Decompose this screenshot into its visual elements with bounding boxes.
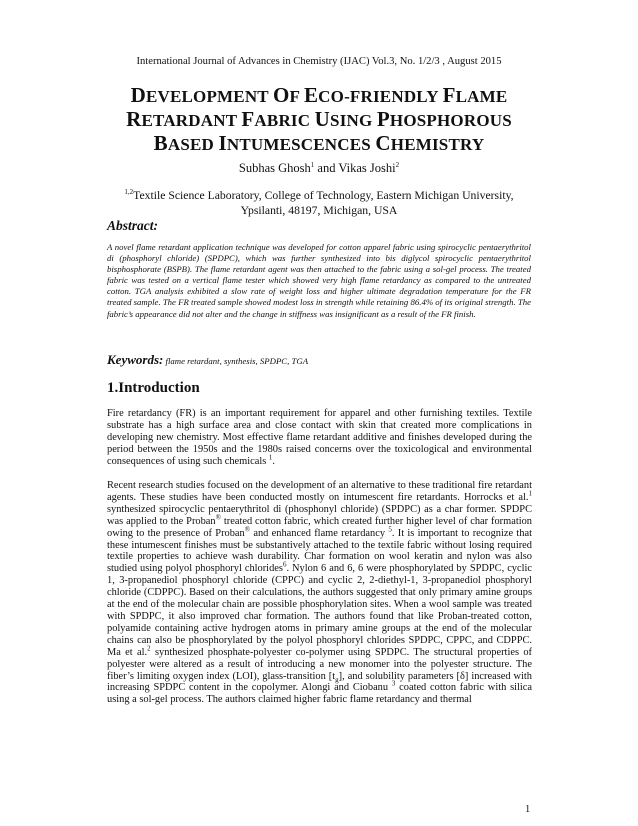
title-word: PHOSPHOROUS [376,107,512,131]
registered-mark: ® [215,513,221,522]
title-word: FABRIC [241,107,311,131]
affiliation [100,188,538,218]
intro-paragraph-1: Fire retardancy (FR) is an important requirement for apparel and other furnishing textiles. Textile substrate has a high surface area and close contact with skin that created more complications in developing new chemistry. Most effective flame retardant additive and finishes developed during the period between the 1950s and the 1980s raised concerns over the toxicological and environmental consequences of using such chemicals $^1$. [107,408,532,467]
title-word: USING [314,107,373,131]
title-word: ECO-FRIENDLY [303,83,439,107]
title-word: FLAME [442,83,508,107]
title-line-1 [60,84,578,108]
keywords-line [107,352,531,368]
title-word: CHEMISTRY [375,131,485,155]
citation-marker: 2 [147,644,151,653]
registered-mark: ® [244,525,251,534]
affiliation-marker: 1,2 [124,188,134,197]
affiliation-line-2: Ypsilanti, 48197, Michigan, USA [240,204,398,217]
citation-marker: 1 [268,453,273,462]
section-heading-introduction: 1.Introduction [107,380,200,396]
title-line-2 [60,108,578,132]
author-name: Subhas Ghosh [238,161,311,175]
citation-marker: 1 [528,489,532,498]
citation-marker: 3 [391,679,396,688]
author-list [0,161,638,176]
page-number: 1 [525,804,531,815]
subscript: g [335,675,339,684]
title-word: RETARDANT [126,107,237,131]
affiliation-line-1: $^{1,2}$Textile Science Laboratory, College of Technology, Eastern Michigan University, [124,188,514,202]
author-affiliation-marker: 2 [395,160,400,169]
author-conjunction: and [314,161,339,175]
title-word: OF [272,83,300,107]
title-word: INTUMESCENCES [218,131,371,155]
intro-paragraph-2: Recent research studies focused on the development of an alternative to these traditional fire retardant agents. These studies have been conducted mostly on intumescent fire retardants. Horrocks et al.$^1$ synthesized spirocyclic pentaerythritol di (phosphonyl chloride) (SPDPC) as a char former. SPDPC was applied to the Proban® treated cotton fabric, which created further higher level of char formation owing to the presence of Proban® and enhanced flame retardancy $^5$. It is important to recognize that these intumescent finishes must be substantively attached to the textile fabric without losing required textile properties to achieve wash durability. Char formation on wool keratin and nylon was also studied using polyol phosphoryl chlorides$^6$. Nylon 6 and 6, 6 were phosphorylated by SPDPC, cyclic 1, 3-propanediol phosphoryl chloride (CPPC) and cyclic 2, 2-diethyl-1, 3-propanediol phosphoryl chloride (CDPPC). Based on their calculations, the authors suggested that only primary amine groups at the end of the molecular chain are possible phosphorylation sites. When a wool sample was treated with SPDPC, it also improved char formation. The authors found that like Proban-treated cotton, polyamide containing active hydrogen atoms in primary amine groups at the end of the molecular chains can also be phosphorylated by the polyol phosphoryl chlorides SPDPC, CPPC, and CDPPC. Ma et al.$^2$ synthesized phosphate-polyester co-polymer using SPDPC. The structural properties of polyester were altered as a result of introducing a new monomer into the polyester structure. The fiber’s limiting oxygen index (LOI), glass-transition $[t_g]$, and solubility parameters [δ] increased with increasing SPDPC content in the copolymer. Alongi and Ciobanu $^3$ coated cotton fabric with silica using a sol-gel process. The authors claimed higher fabric flame retardancy and thermal [107,480,533,706]
citation-marker: 6 [282,560,287,569]
keywords-label: Keywords: [107,352,164,367]
title-word: DEVELOPMENT [130,83,269,107]
title-line-3 [60,132,578,156]
paper-title [60,84,578,156]
author-affiliation-marker: 1 [310,160,315,169]
abstract-heading: Abstract: [107,218,159,233]
keywords-text: flame retardant, synthesis, SPDPC, TGA [163,356,309,366]
title-word: BASED [153,131,215,155]
citation-marker: 5 [388,525,392,534]
abstract-text: A novel flame retardant application technique was developed for cotton apparel fabric using spirocyclic pentaerythritol di (phosphoryl chloride) (SPDPC), which was further synthesized into bis diglycol spirocyclic pentaerythritol bisphosphorate (BSPB). The flame retardant agent was then attached to the fabric using a sol-gel process. The treated fabric was tested on a vertical flame tester which showed very high flame retardancy as compared to the untreated cotton. TGA analysis exhibited a slow rate of weight loss and higher ultimate degradation temperature for the FR treated sample. The FR treated sample showed modest loss in strength while retaining 86.4% of its original strength. The fabric’s appearance did not alter and the change in stiffness was insignificant as a result of the FR finish. [107,242,531,319]
author-name: Vikas Joshi [338,161,396,175]
journal-header: International Journal of Advances in Chemistry (IJAC) Vol.3, No. 1/2/3 , August 2015 [136,56,502,67]
